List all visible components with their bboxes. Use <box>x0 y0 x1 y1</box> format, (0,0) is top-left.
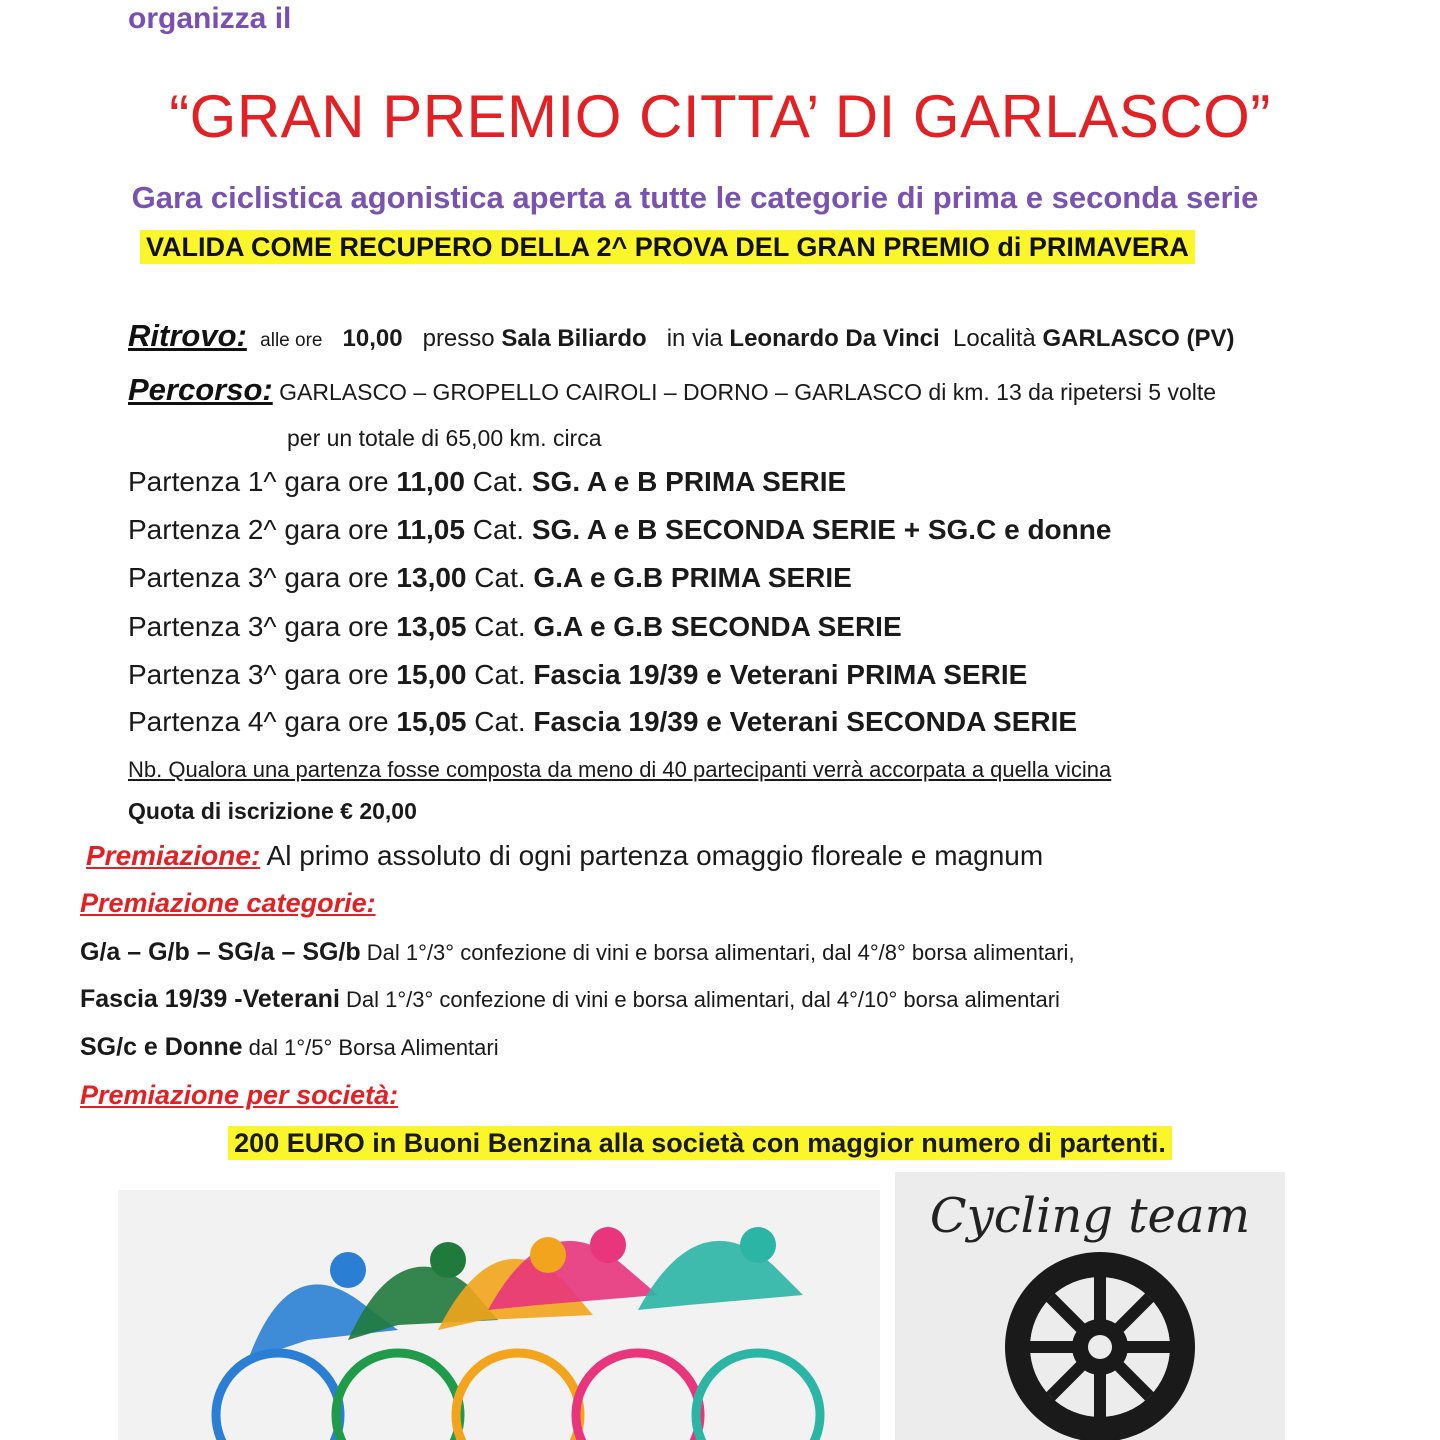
departure-row <box>128 611 902 643</box>
departure-cat-prefix: Cat. <box>474 611 526 642</box>
ritrovo-time: 10,00 <box>342 325 403 352</box>
ritrovo-row <box>128 318 1234 354</box>
departure-time: 11,00 <box>396 466 465 497</box>
departure-time: 15,00 <box>396 659 467 690</box>
prize-category-name: SG/c e Donne <box>80 1033 243 1061</box>
percorso-label: Percorso: <box>128 372 273 407</box>
departure-time: 13,00 <box>396 562 467 593</box>
percorso-row <box>128 372 1216 408</box>
entry-fee: Quota di iscrizione € 20,00 <box>128 798 417 824</box>
departure-text: Partenza 1^ gara ore <box>128 466 389 497</box>
prize-category-row <box>80 938 1075 967</box>
departure-category: G.A e G.B PRIMA SERIE <box>533 562 852 593</box>
premiazione-categorie-label: Premiazione categorie: <box>80 888 376 918</box>
prize-category-row <box>80 985 1060 1014</box>
prize-category-text: Dal 1°/3° confezione di vini e borsa alimentari, dal 4°/8° borsa alimentari, <box>366 940 1075 965</box>
departure-text: Partenza 2^ gara ore <box>128 514 389 545</box>
chainring-logo-icon <box>895 1172 1285 1440</box>
departure-cat-prefix: Cat. <box>474 659 526 690</box>
departure-row <box>128 562 852 594</box>
cyclists-icon <box>118 1190 880 1440</box>
ritrovo-label: Ritrovo: <box>128 318 247 353</box>
ritrovo-text-3: in via <box>666 325 723 352</box>
premiazione-text: Al primo assoluto di ogni partenza omaggio floreale e magnum <box>266 840 1044 871</box>
ritrovo-text-4: Località <box>953 325 1036 352</box>
event-subtitle: Gara ciclistica agonistica aperta a tutte le categorie di prima e seconda serie <box>131 180 1259 215</box>
validity-highlight: VALIDA COME RECUPERO DELLA 2^ PROVA DEL GRAN PREMIO di PRIMAVERA <box>140 230 1195 264</box>
departure-text: Partenza 3^ gara ore <box>128 562 389 593</box>
departure-category: SG. A e B SECONDA SERIE + SG.C e donne <box>531 514 1112 545</box>
nb-note: Nb. Qualora una partenza fosse composta da meno di 40 partecipanti verrà accorpata a quella vicina <box>128 757 1112 782</box>
departure-cat-prefix: Cat. <box>472 514 525 545</box>
prize-category-row <box>80 1033 499 1062</box>
premiazione-label: Premiazione: <box>86 840 261 871</box>
departure-category: Fascia 19/39 e Veterani PRIMA SERIE <box>533 659 1028 690</box>
percorso-line-2: per un totale di 65,00 km. circa <box>287 425 602 451</box>
departure-text: Partenza 4^ gara ore <box>128 706 389 737</box>
cycling-team-logo <box>895 1172 1285 1440</box>
departure-time: 15,05 <box>396 706 467 737</box>
departure-row <box>128 659 1027 691</box>
fuel-voucher-highlight: 200 EURO in Buoni Benzina alla società con maggior numero di partenti. <box>228 1126 1172 1160</box>
fuel-voucher-prize <box>0 1128 1400 1159</box>
departure-text: Partenza 3^ gara ore <box>128 659 389 690</box>
prize-category-text: dal 1°/5° Borsa Alimentari <box>248 1035 499 1060</box>
departure-category: SG. A e B PRIMA SERIE <box>531 466 847 497</box>
event-title: “GRAN PREMIO CITTA’ DI GARLASCO” <box>169 83 1271 150</box>
departure-row <box>128 706 1077 738</box>
departure-cat-prefix: Cat. <box>474 706 526 737</box>
prize-category-name: Fascia 19/39 -Veterani <box>80 985 340 1013</box>
premiazione-societa-label: Premiazione per società: <box>80 1080 399 1110</box>
premiazione-row <box>86 840 1043 872</box>
organizza-text: organizza il <box>128 2 292 35</box>
ritrovo-street: Leonardo Da Vinci <box>729 325 940 352</box>
cyclists-illustration <box>118 1190 880 1440</box>
departure-row <box>128 514 1111 546</box>
ritrovo-place: Sala Biliardo <box>501 325 647 352</box>
departure-cat-prefix: Cat. <box>472 466 525 497</box>
ritrovo-city: GARLASCO (PV) <box>1042 325 1235 352</box>
departure-category: G.A e G.B SECONDA SERIE <box>533 611 902 642</box>
departure-row <box>128 466 846 498</box>
percorso-line-1: GARLASCO – GROPELLO CAIROLI – DORNO – GARLASCO di km. 13 da ripetersi 5 volte <box>279 379 1217 405</box>
departure-text: Partenza 3^ gara ore <box>128 611 389 642</box>
logo-text: Cycling team <box>929 1188 1251 1244</box>
prize-category-name: G/a – G/b – SG/a – SG/b <box>80 938 361 966</box>
departure-time: 13,05 <box>396 611 467 642</box>
ritrovo-text-1: alle ore <box>260 330 323 351</box>
prize-category-text: Dal 1°/3° confezione di vini e borsa alimentari, dal 4°/10° borsa alimentari <box>346 987 1060 1012</box>
departure-category: Fascia 19/39 e Veterani SECONDA SERIE <box>533 706 1078 737</box>
ritrovo-text-2: presso <box>422 325 495 352</box>
validity-note <box>140 232 1195 263</box>
departure-time: 11,05 <box>396 514 465 545</box>
departure-cat-prefix: Cat. <box>474 562 526 593</box>
